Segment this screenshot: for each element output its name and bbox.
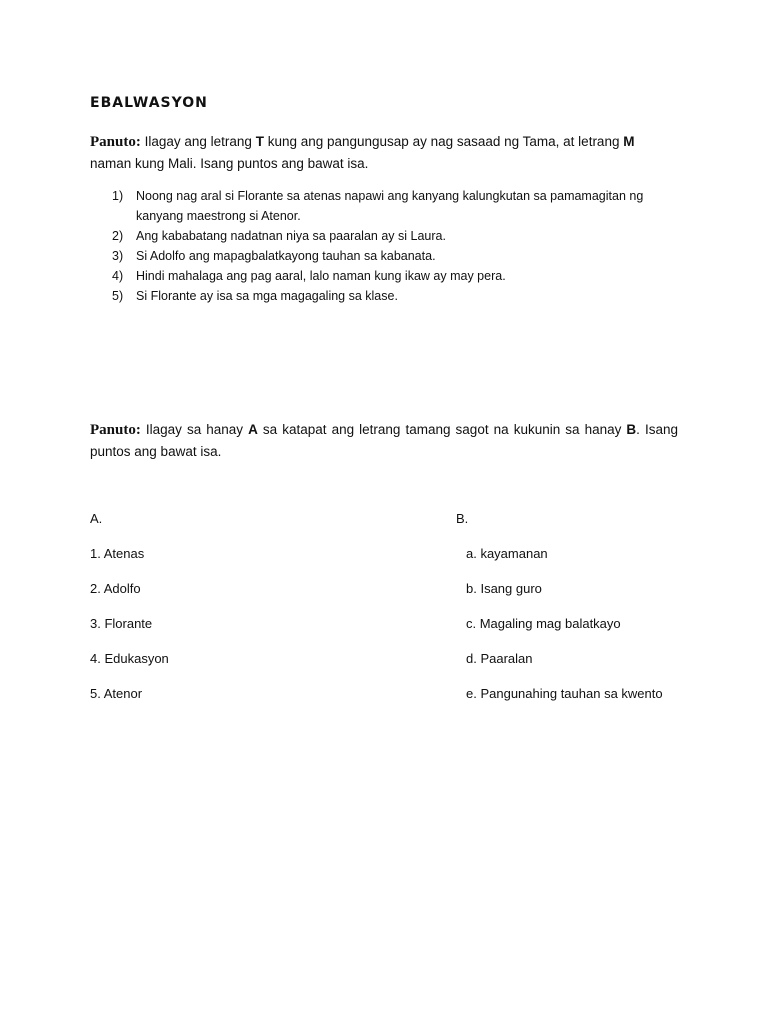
- instructions-text: Ilagay sa hanay: [140, 422, 249, 437]
- item-number: 2): [112, 229, 124, 243]
- key-letter-t: T: [255, 134, 264, 149]
- item-number: 5): [112, 289, 124, 303]
- item-text: Noong nag aral si Florante sa atenas napawi ang kanyang kalungkutan sa pamamagitan ng kanyang maestrong si Atenor.: [136, 189, 644, 223]
- column-a-item: 2. Adolfo: [90, 581, 141, 596]
- column-a-item: 3. Florante: [90, 616, 153, 631]
- column-b-item: b. Isang guro: [466, 581, 542, 596]
- column-b-item: a. kayamanan: [466, 546, 548, 561]
- item-number: 4): [112, 269, 124, 283]
- instructions-text: naman kung Mali. Isang puntos ang bawat isa.: [90, 156, 369, 171]
- column-a-item: 1. Atenas: [90, 546, 145, 561]
- instructions-text: sa katapat ang letrang tamang sagot na kukunin sa hanay: [257, 422, 627, 437]
- column-a-header: A.: [90, 511, 103, 526]
- list-item: [112, 186, 672, 226]
- list-item: [112, 246, 672, 266]
- key-letter-m: M: [623, 134, 635, 149]
- item-text: Hindi mahalaga ang pag aaral, lalo naman kung ikaw ay may pera.: [136, 269, 506, 283]
- instructions-text: kung ang pangungusap ay nag sasaad ng Tama, at letrang: [263, 134, 624, 149]
- list-item: [112, 266, 672, 286]
- item-text: Si Adolfo ang mapagbalatkayong tauhan sa kabanata.: [136, 249, 436, 263]
- true-false-list: [112, 186, 672, 306]
- column-a-item: 5. Atenor: [90, 686, 143, 701]
- item-text: Ang kababatang nadatnan niya sa paaralan ay si Laura.: [136, 229, 446, 243]
- list-item: [112, 226, 672, 246]
- list-item: [112, 286, 672, 306]
- column-a-item: 4. Edukasyon: [90, 651, 169, 666]
- column-b-item: c. Magaling mag balatkayo: [466, 616, 621, 631]
- instructions-part-1: [90, 131, 678, 175]
- page-title: EBALWASYON: [90, 95, 208, 111]
- instructions-label: Panuto:: [90, 422, 141, 438]
- item-number: 1): [112, 189, 124, 203]
- column-b-item: d. Paaralan: [466, 651, 533, 666]
- instructions-part-2: [90, 419, 678, 463]
- key-column-b: B: [626, 422, 637, 437]
- key-column-a: A: [248, 422, 258, 437]
- instructions-text: Ilagay ang letrang: [140, 134, 256, 149]
- column-a: [90, 509, 169, 719]
- item-number: 3): [112, 249, 124, 263]
- instructions-label: Panuto:: [90, 134, 141, 150]
- instructions-text: . Isang puntos ang bawat isa.: [90, 422, 678, 459]
- column-b-header: B.: [456, 511, 469, 526]
- item-text: Si Florante ay isa sa mga magagaling sa klase.: [136, 289, 398, 303]
- column-b-item: e. Pangunahing tauhan sa kwento: [466, 686, 663, 701]
- column-b: [456, 509, 663, 719]
